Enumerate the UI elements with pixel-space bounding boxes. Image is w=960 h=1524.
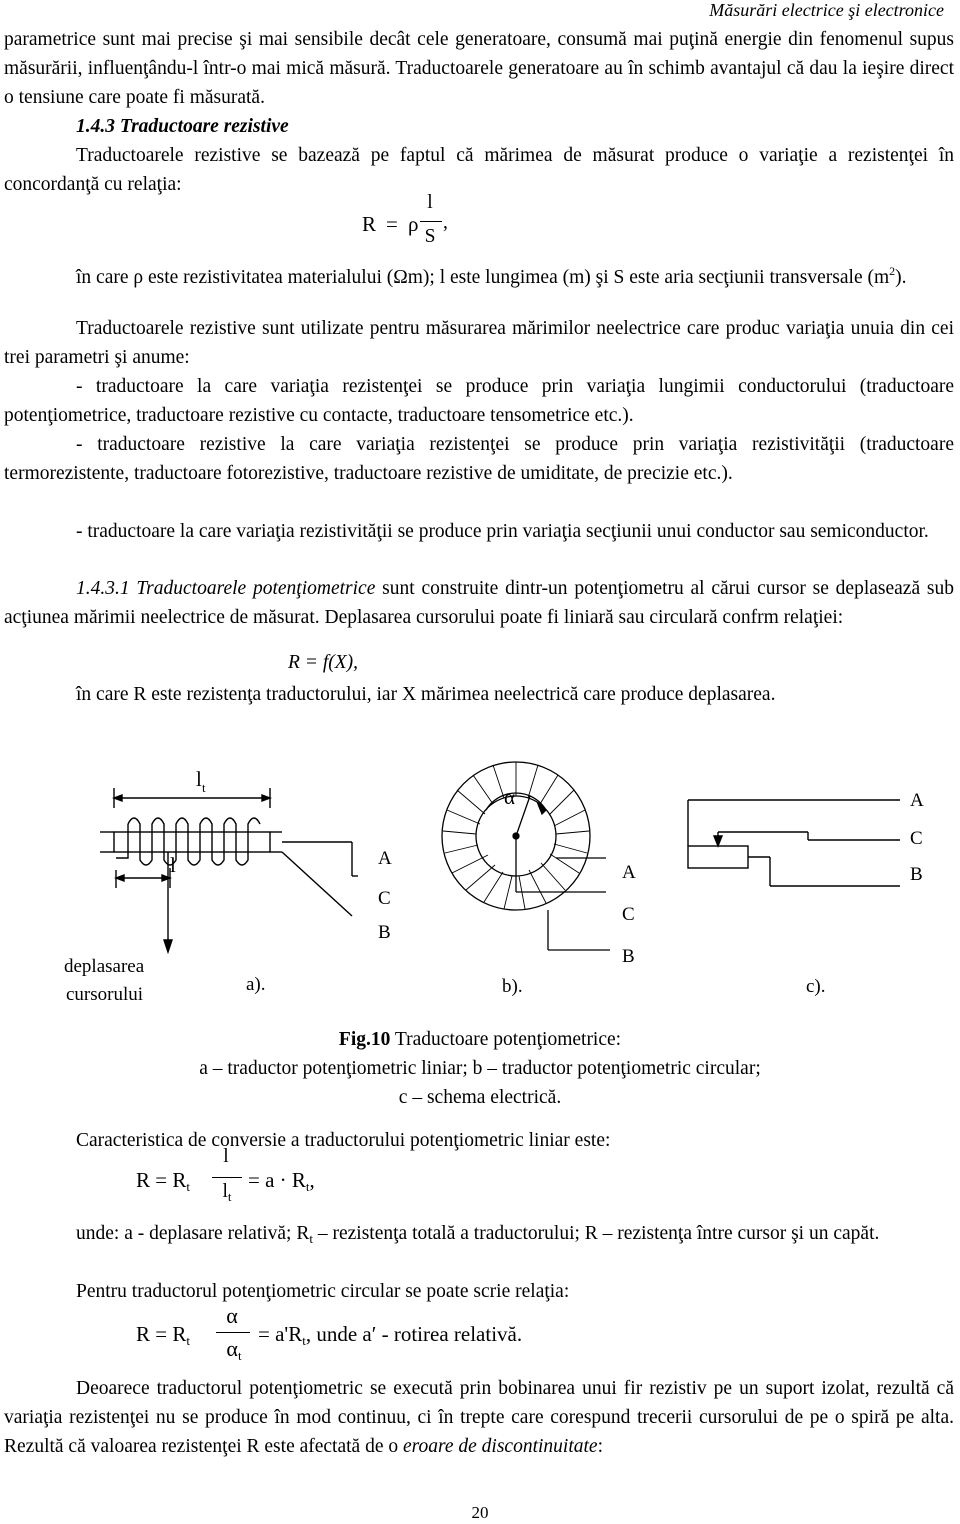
subsection-title: 1.4.3.1 Traductoarele potenţiometrice bbox=[76, 578, 376, 599]
list-item-section-variation: - traductoare la care variaţia rezistivităţii se produce prin variaţia secţiunii unui conductor sau semiconductor. bbox=[76, 521, 929, 542]
label-b: b). bbox=[502, 976, 523, 997]
list-item-resistivity-variation: - traductoare rezistive la care variaţia rezistenţei se produce prin variaţia rezistivităţii (traductoare termorezistente, traductoare fotorezistive, traductoare rezistive de umiditate, de precizie etc.). bbox=[4, 434, 954, 484]
eq3-rhs bbox=[248, 1168, 315, 1195]
list-item-length-variation: - traductoare la care variaţia rezistenţei se produce prin variaţia lungimii conductorului (traductoare potenţiometrice, traductoare rezistive cu contacte, traductoare tensometrice etc.). bbox=[4, 376, 954, 426]
eq1-fraction-bar bbox=[420, 221, 442, 222]
paragraph-discontinuity bbox=[4, 1374, 954, 1461]
eq4-rhs bbox=[258, 1322, 522, 1349]
figure-caption-number: Fig.10 bbox=[338, 1029, 391, 1050]
figure-potentiometric-transducers bbox=[0, 740, 960, 1030]
label-A-fig-b: A bbox=[622, 862, 636, 883]
eq4-lhs-text: R = R bbox=[136, 1322, 187, 1346]
eq3-denominator-text: l bbox=[222, 1181, 228, 1202]
eq3-fraction-bar bbox=[212, 1177, 242, 1178]
linear-definitions-text: unde: a - deplasare relativă; R bbox=[76, 1223, 310, 1244]
eq3-denominator bbox=[212, 1181, 242, 1205]
eq4-fraction-bar bbox=[216, 1332, 250, 1333]
section-title bbox=[76, 112, 954, 141]
eq4-lhs bbox=[136, 1322, 190, 1349]
figure-caption-title: Traductoare potenţiometrice: bbox=[390, 1029, 622, 1050]
equation-r-of-x: R = f(X), bbox=[288, 652, 359, 673]
eq1-comma: , bbox=[443, 212, 448, 233]
figure-a-linear-potentiometer bbox=[100, 788, 358, 952]
label-A-fig-a: A bbox=[378, 848, 392, 869]
label-c: c). bbox=[806, 976, 826, 997]
label-C-fig-c: C bbox=[910, 828, 923, 849]
label-cursorului: cursorului bbox=[66, 984, 144, 1005]
eq4-prime: ′ bbox=[371, 1322, 377, 1346]
running-header: Măsurări electrice şi electronice bbox=[709, 0, 944, 20]
eq4-unde-text: , unde a bbox=[305, 1322, 372, 1346]
label-C-fig-a: C bbox=[378, 888, 391, 909]
eq4-numerator: α bbox=[226, 1303, 238, 1328]
eq4-rhs-text: = a'R bbox=[258, 1322, 303, 1346]
figure-caption-line-3: c – schema electrică. bbox=[398, 1087, 562, 1108]
discontinuity-end: : bbox=[597, 1436, 604, 1457]
figure-c-electrical-schema bbox=[688, 800, 900, 886]
eq3-rhs-text: = a · R bbox=[248, 1168, 306, 1192]
label-lt-sub: t bbox=[202, 780, 206, 795]
label-C-fig-b: C bbox=[622, 904, 635, 925]
label-B-fig-a: B bbox=[378, 922, 391, 943]
discontinuity-term: eroare de discontinuitate bbox=[402, 1436, 598, 1457]
rho-definition-text: în care ρ este rezistivitatea materialului (Ωm); l este lungimea (m) şi S este aria secţiunii transversale (m bbox=[76, 267, 890, 288]
eq3-rhs-sub: t bbox=[305, 1179, 310, 1194]
eq1-denominator: S bbox=[424, 226, 436, 247]
eq4-denominator-sub: t bbox=[237, 1348, 242, 1363]
eq4-lhs-sub: t bbox=[186, 1333, 190, 1348]
eq4-denominator bbox=[216, 1336, 252, 1364]
paragraph-intro: parametrice sunt mai precise şi mai sensibile decât cele generatoare, consumă mai puţină energie din fenomenul supus măsurării, influenţându-l într-o mai mică măsură. Traductoarele generatoare au în schimb avantajul că dau la ieşire direct o tensiune care poate fi măsurată. bbox=[4, 29, 954, 108]
eq3-lhs bbox=[136, 1168, 190, 1195]
linear-definitions-end: – rezistenţa totală a traductorului; R – rezistenţa între cursor şi un capăt. bbox=[312, 1223, 880, 1244]
linear-definitions-sub: t bbox=[309, 1231, 313, 1246]
paragraph-r-definition: în care R este rezistenţa traductorului, iar X mărimea neelectrică care produce deplasarea. bbox=[76, 684, 776, 705]
paragraph-rho-definition bbox=[4, 257, 954, 292]
paragraph-linear-definitions bbox=[4, 1219, 954, 1253]
eq3-lhs-sub: t bbox=[186, 1179, 190, 1194]
label-a: a). bbox=[246, 974, 266, 995]
label-B-fig-c: B bbox=[910, 864, 923, 885]
eq3-numerator: l bbox=[223, 1146, 229, 1167]
eq4-rhs-sub: t bbox=[302, 1333, 306, 1348]
eq1-equals: = bbox=[386, 212, 398, 236]
eq1-numerator: l bbox=[427, 192, 433, 213]
section-title-text: 1.4.3 Traductoare rezistive bbox=[76, 116, 289, 137]
eq4-denominator-text: α bbox=[226, 1336, 238, 1361]
potentiometric-text: sunt construite dintr-un potenţiometru al cărui cursor se deplasează sub acţiunea mărimii neelectrice de măsurat. Deplasarea cursorului poate fi liniară sau circulară confrm relaţiei: bbox=[4, 578, 954, 628]
eq1-lhs: R bbox=[362, 212, 377, 236]
eq3-denominator-sub: t bbox=[227, 1189, 232, 1204]
page-number: 20 bbox=[471, 1503, 489, 1522]
label-deplasarea: deplasarea bbox=[64, 956, 145, 977]
eq3-lhs-text: R = R bbox=[136, 1168, 187, 1192]
discontinuity-text: Deoarece traductorul potenţiometric se execută prin bobinarea unui fir rezistiv pe un suport izolat, rezultă că variaţia rezistenţei nu se produce în mod continuu, ci în trepte care corespund trecerii cursorului de pe o spiră pe alta. Rezultă că valoarea rezistenţei R este afectată de o bbox=[4, 1378, 954, 1457]
eq3-comma: , bbox=[309, 1168, 315, 1192]
paragraph-circular-relation: Pentru traductorul potenţiometric circular se poate scrie relaţia: bbox=[76, 1281, 570, 1302]
paragraph-linear-characteristic: Caracteristica de conversie a traductorului potenţiometric liniar este: bbox=[76, 1130, 611, 1151]
label-B-fig-b: B bbox=[622, 946, 635, 967]
figure-caption-line-1 bbox=[0, 1025, 960, 1054]
paragraph-potentiometric bbox=[4, 574, 954, 632]
rho-definition-superscript: 2 bbox=[889, 264, 896, 278]
label-lt: l bbox=[196, 767, 202, 791]
label-alpha: α bbox=[504, 785, 516, 809]
label-l: l bbox=[170, 853, 176, 877]
eq4-tail-text: - rotirea relativă. bbox=[376, 1322, 523, 1346]
figure-b-circular-potentiometer bbox=[442, 762, 610, 950]
eq1-rho: ρ bbox=[408, 212, 419, 236]
figure-caption-line-2: a – traductor potenţiometric liniar; b – traductor potenţiometric circular; bbox=[199, 1058, 761, 1079]
paragraph-resistive-basis: Traductoarele rezistive se bazează pe faptul că mărimea de măsurat produce o variaţie a rezistenţei în concordanţă cu relaţia: bbox=[4, 145, 954, 195]
label-A-fig-c: A bbox=[910, 790, 924, 811]
rho-definition-end: ). bbox=[895, 267, 907, 288]
paragraph-usage: Traductoarele rezistive sunt utilizate pentru măsurarea mărimilor neelectrice care produc variaţia unuia din cei trei parametri şi anume: bbox=[4, 318, 954, 368]
